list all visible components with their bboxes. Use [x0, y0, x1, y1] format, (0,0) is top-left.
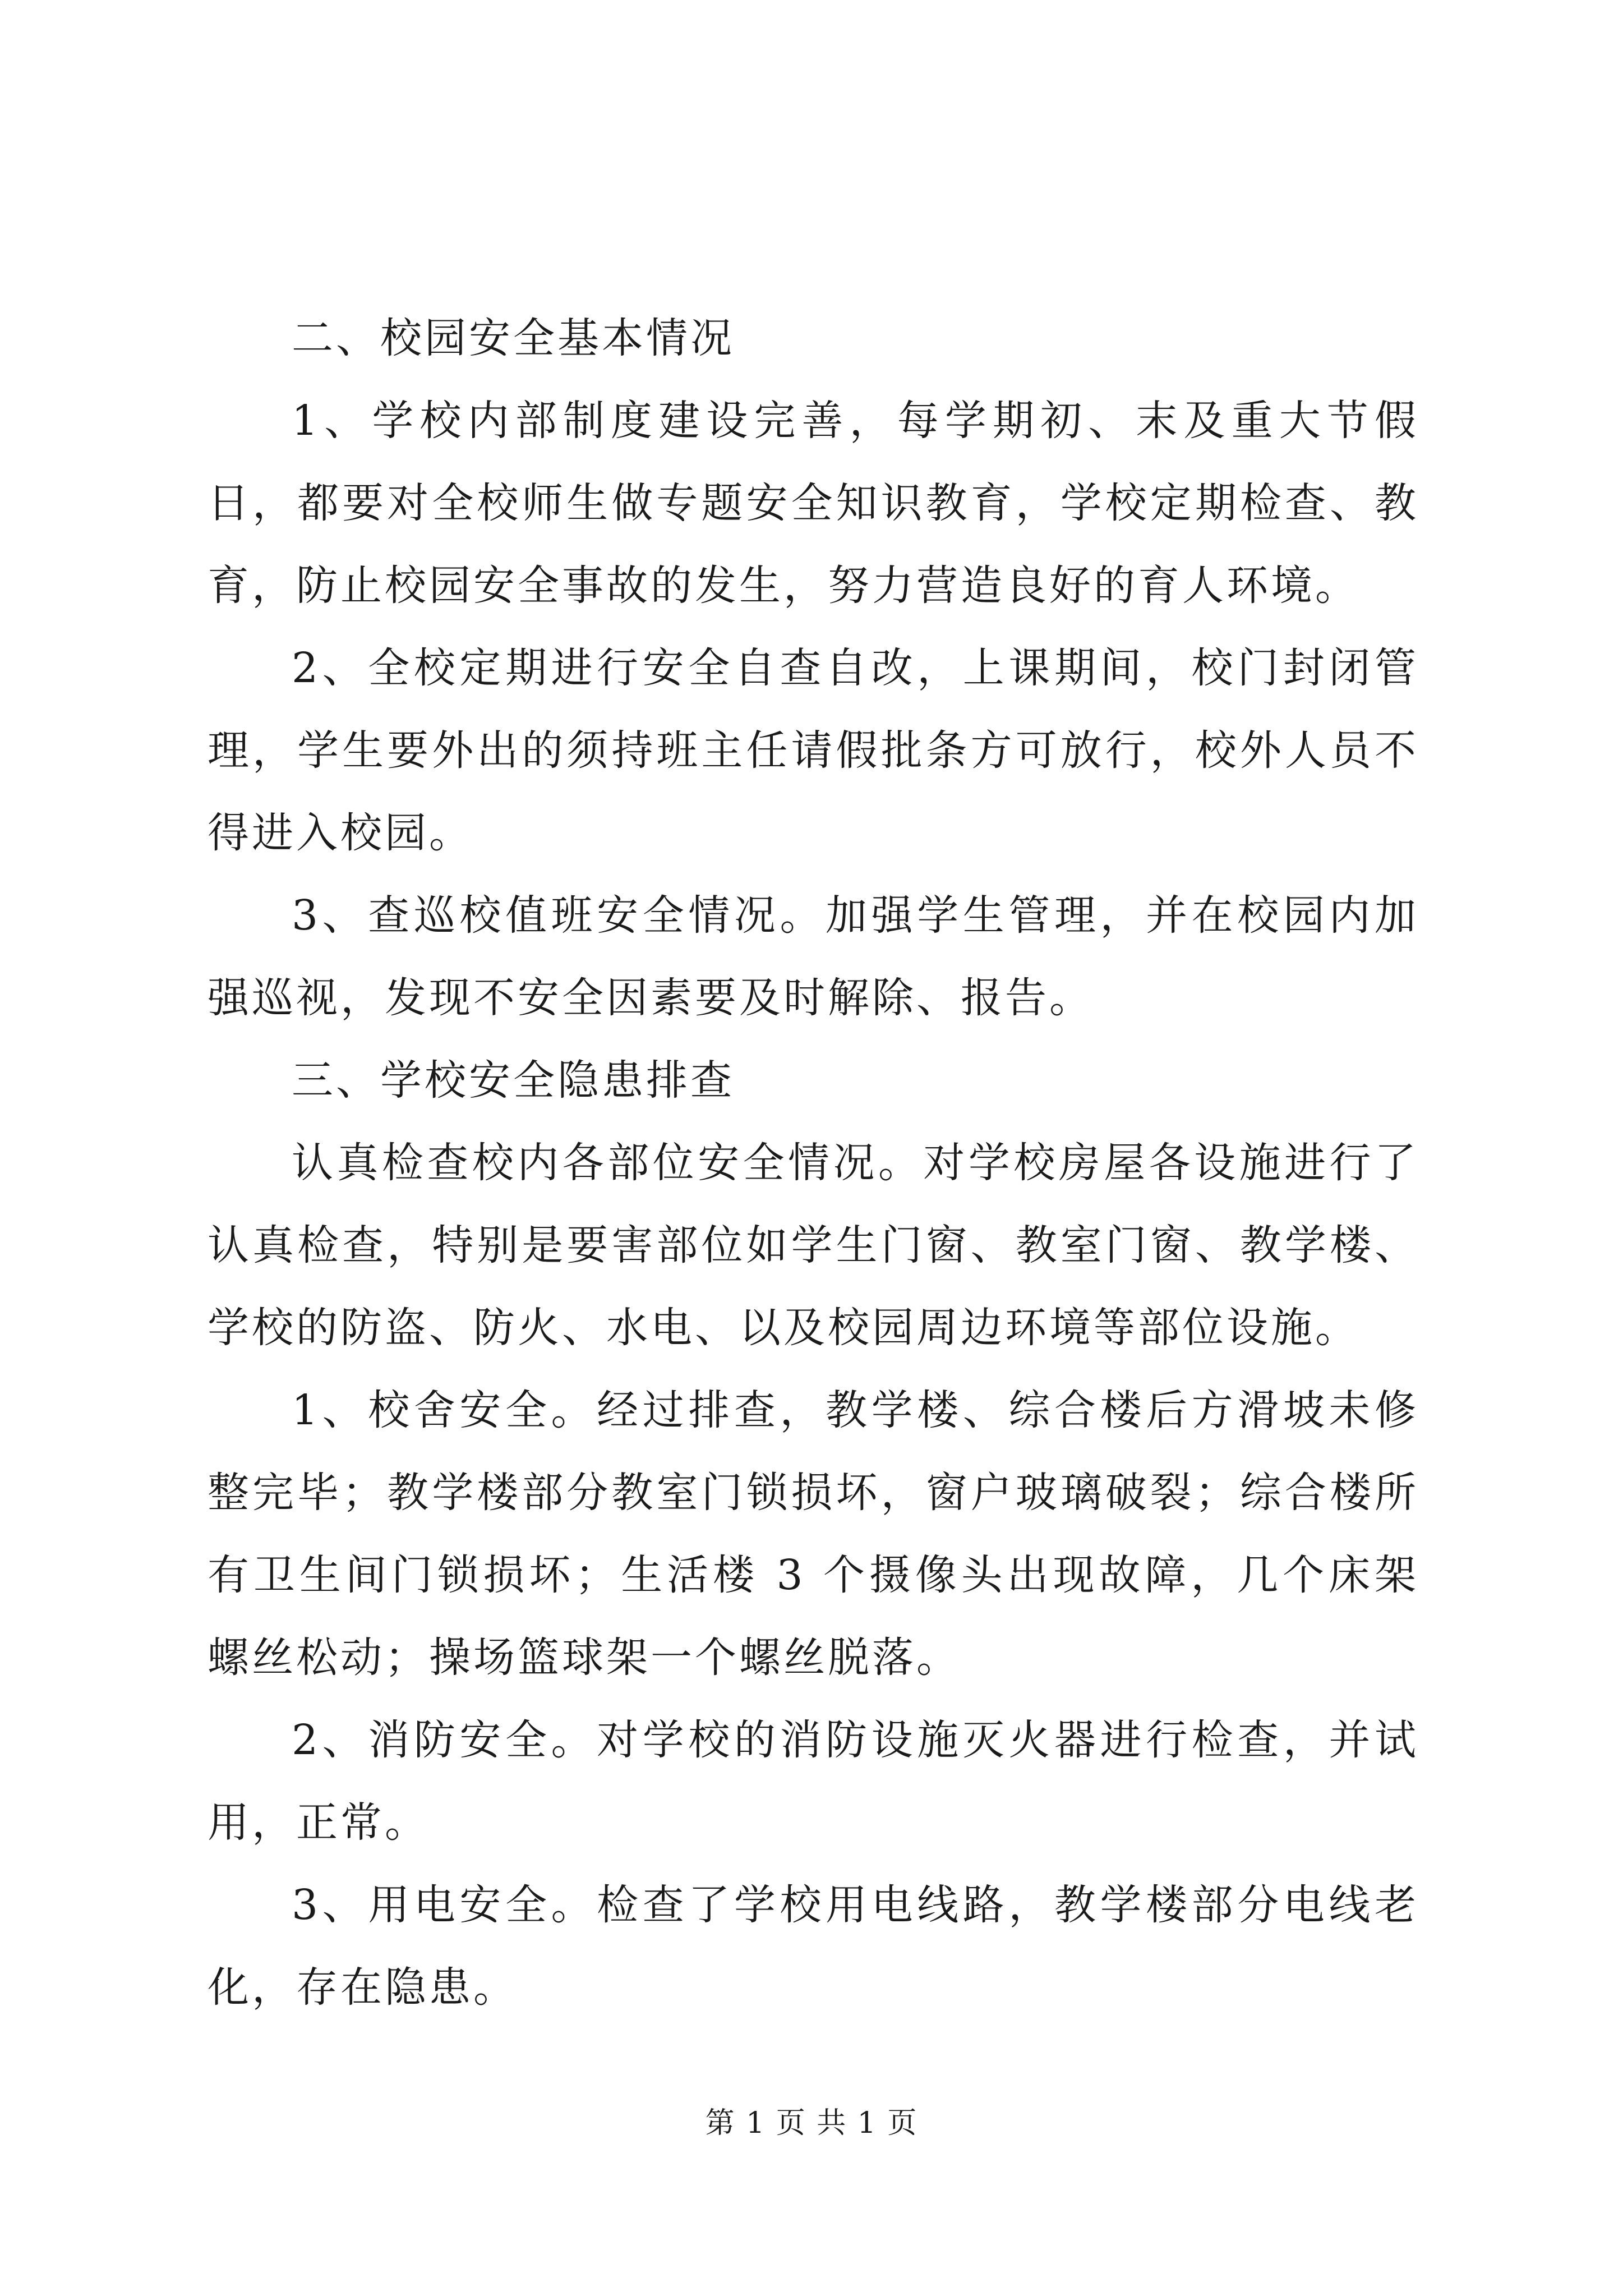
document-body — [208, 297, 1419, 2029]
heading-hazard-check: 三、学校安全隐患排查 — [292, 1056, 735, 1105]
paragraph-self-inspection: 2、全校定期进行安全自查自改，上课期间，校门封闭管理，学生要外出的须持班主任请假批条方可放行，校外人员不得进入校园。 — [208, 644, 1419, 857]
paragraph-fire-safety: 2、消防安全。对学校的消防设施灭火器进行检查，并试用，正常。 — [208, 1716, 1419, 1847]
paragraph-inspection-overview: 认真检查校内各部位安全情况。对学校房屋各设施进行了认真检查，特别是要害部位如学生门窗、教室门窗、教学楼、学校的防盗、防火、水电、以及校园周边环境等部位设施。 — [208, 1139, 1419, 1352]
paragraph-building-safety: 1、校舍安全。经过排查，教学楼、综合楼后方滑坡未修整完毕；教学楼部分教室门锁损坏，窗户玻璃破裂；综合楼所有卫生间门锁损坏；生活楼 3 个摄像头出现故障，几个床架螺丝松动；操场篮球架一个螺丝脱落。 — [208, 1386, 1419, 1682]
paragraph-electrical-safety: 3、用电安全。检查了学校用电线路，教学楼部分电线老化，存在隐患。 — [208, 1881, 1419, 2012]
paragraph-patrol: 3、查巡校值班安全情况。加强学生管理，并在校园内加强巡视，发现不安全因素要及时解除、报告。 — [208, 891, 1419, 1022]
page-number-footer: 第 1 页 共 1 页 — [705, 2106, 918, 2140]
paragraph-system-building: 1、学校内部制度建设完善，每学期初、末及重大节假日，都要对全校师生做专题安全知识教育，学校定期检查、教育，防止校园安全事故的发生，努力营造良好的育人环境。 — [208, 397, 1419, 610]
heading-campus-safety: 二、校园安全基本情况 — [292, 314, 735, 362]
